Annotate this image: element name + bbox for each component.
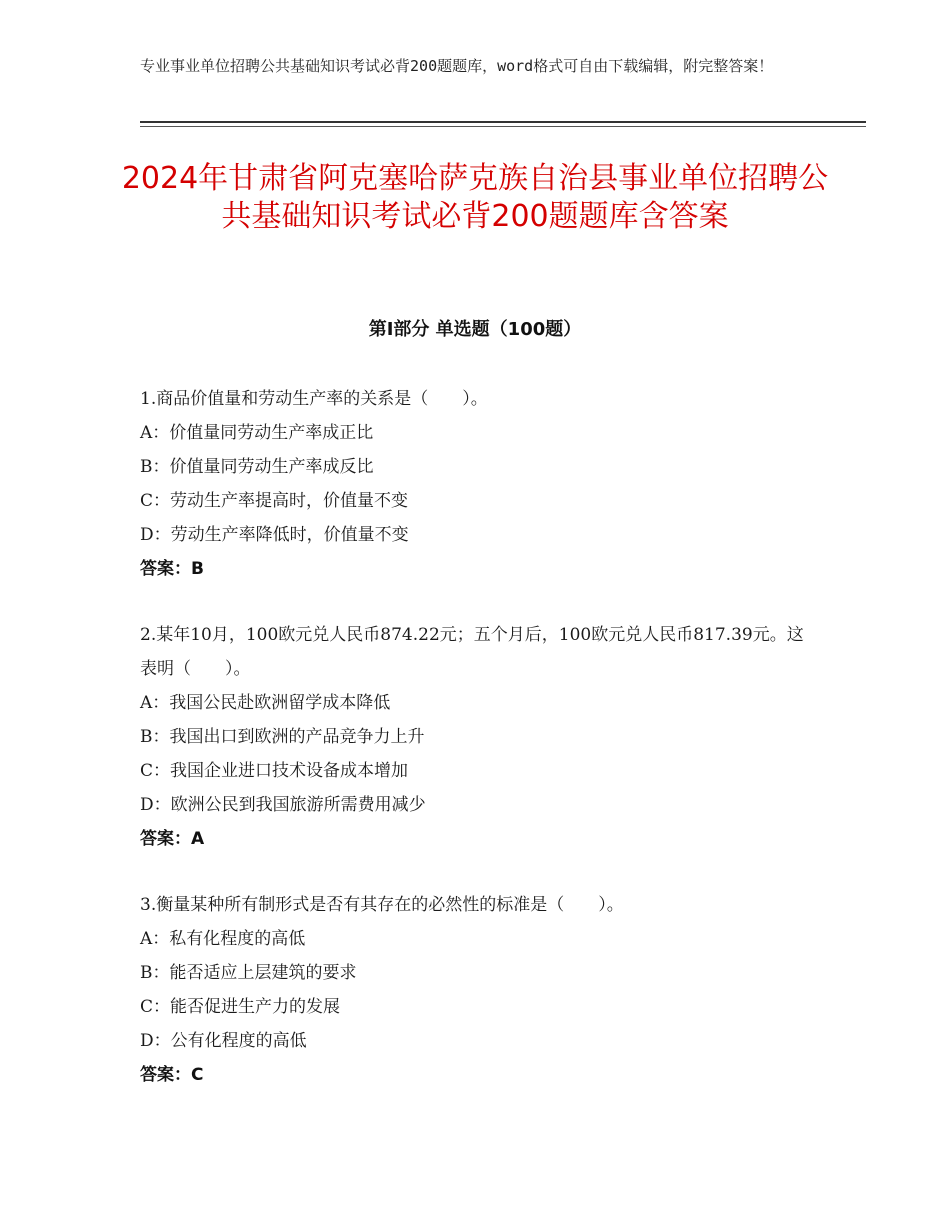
question-stem: 1.商品价值量和劳动生产率的关系是（ ）。 bbox=[140, 389, 488, 409]
question-answer: 答案：A bbox=[140, 829, 205, 849]
option-b: B：能否适应上层建筑的要求 bbox=[140, 963, 357, 983]
question-stem: 2.某年10月，100欧元兑人民币874.22元；五个月后，100欧元兑人民币817.39元。这表明（ ）。 bbox=[140, 625, 804, 679]
header-rule-thick bbox=[140, 121, 866, 123]
option-b: B：我国出口到欧洲的产品竞争力上升 bbox=[140, 727, 425, 747]
option-c: C：我国企业进口技术设备成本增加 bbox=[140, 761, 409, 781]
question-3 bbox=[140, 888, 820, 1092]
question-1 bbox=[140, 382, 820, 586]
option-d: D：劳动生产率降低时，价值量不变 bbox=[140, 525, 409, 545]
option-c: C：劳动生产率提高时，价值量不变 bbox=[140, 491, 409, 511]
header-note: 专业事业单位招聘公共基础知识考试必背200题题库，word格式可自由下载编辑，附完整答案！ bbox=[140, 57, 774, 75]
question-list bbox=[140, 382, 820, 1124]
option-a: A：价值量同劳动生产率成正比 bbox=[140, 423, 374, 443]
option-d: D：公有化程度的高低 bbox=[140, 1031, 307, 1051]
option-a: A：私有化程度的高低 bbox=[140, 929, 306, 949]
option-d: D：欧洲公民到我国旅游所需费用减少 bbox=[140, 795, 426, 815]
document-title: 2024年甘肃省阿克塞哈萨克族自治县事业单位招聘公共基础知识考试必背200题题库含答案 bbox=[121, 161, 829, 234]
option-c: C：能否促进生产力的发展 bbox=[140, 997, 341, 1017]
question-answer: 答案：C bbox=[140, 1065, 204, 1085]
header-rule-thin bbox=[140, 126, 866, 127]
option-a: A：我国公民赴欧洲留学成本降低 bbox=[140, 693, 391, 713]
question-stem: 3.衡量某种所有制形式是否有其存在的必然性的标准是（ ）。 bbox=[140, 895, 624, 915]
question-answer: 答案：B bbox=[140, 559, 204, 579]
section-heading: 第Ⅰ部分 单选题（100题） bbox=[368, 319, 582, 340]
question-2 bbox=[140, 618, 820, 856]
option-b: B：价值量同劳动生产率成反比 bbox=[140, 457, 374, 477]
